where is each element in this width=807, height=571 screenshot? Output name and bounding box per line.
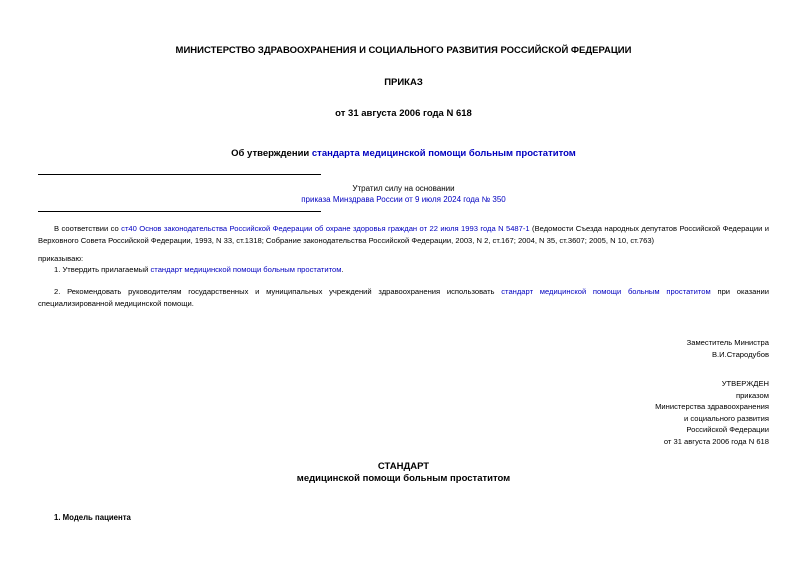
item1-suffix: . (341, 265, 344, 274)
ministry-heading: МИНИСТЕРСТВО ЗДРАВООХРАНЕНИЯ И СОЦИАЛЬНОГО РАЗВИТИЯ РОССИЙСКОЙ ФЕДЕРАЦИИ (175, 45, 632, 56)
p1-law-link[interactable]: ст40 Основ законодательства Российской Федерации об охране здоровья граждан от 22 июля 1993 года N 5487-1 (121, 224, 530, 233)
date-number-heading: от 31 августа 2006 года N 618 (335, 108, 472, 119)
signature-position: Заместитель Министра (686, 338, 769, 347)
notice-link[interactable]: приказа Минздрава России от 9 июля 2024 года № 350 (301, 195, 506, 204)
title-prefix: Об утверждении (231, 148, 312, 159)
approved-block (655, 378, 769, 447)
notice-link-line (0, 195, 807, 205)
approved-line: и социального развития (684, 413, 769, 423)
item-1 (54, 264, 769, 276)
divider-bottom (38, 211, 321, 212)
p1-suffix: (Ведомости Съезда народных депутатов Российской Федерации и Верховного Совета Российской Федерации, 1993, N 33, ст.1318; Собрание законодательства Российской Федерации, 2003, N 2, ст.167; 2004, N 35, ст.3607; 2005, N 10, ст.763) (38, 224, 770, 245)
prikazyvayu-text: приказываю: (38, 254, 84, 263)
approved-line: приказом (735, 390, 769, 400)
document-title (0, 148, 807, 159)
divider-top (38, 174, 321, 175)
approved-line: Министерства здравоохранения (655, 402, 769, 411)
item-2 (38, 286, 769, 309)
standard-title: СТАНДАРТ (377, 461, 430, 472)
p1-prefix: В соответствии со (54, 224, 122, 233)
section-1-heading: 1. Модель пациента (54, 513, 131, 522)
item1-standard-link[interactable]: стандарт медицинской помощи больным простатитом (150, 265, 342, 274)
doc-type-heading: ПРИКАЗ (384, 77, 423, 88)
approved-line: Российской Федерации (686, 425, 769, 434)
standard-subtitle: медицинской помощи больным простатитом (296, 473, 511, 484)
item2-suffix: при оказании специализированной медицинской помощи. (38, 287, 770, 308)
signature-block (687, 337, 769, 360)
approved-line: от 31 августа 2006 года N 618 (663, 436, 769, 446)
title-link[interactable]: стандарта медицинской помощи больным простатитом (311, 148, 576, 159)
paragraph-preamble (38, 223, 769, 246)
approved-line: УТВЕРЖДЕН (721, 379, 769, 388)
item1-prefix: 1. Утвердить прилагаемый (54, 265, 151, 274)
item2-prefix: 2. Рекомендовать руководителям государственных и муниципальных учреждений здравоохранения использовать (54, 287, 502, 296)
signature-name: В.И.Стародубов (711, 349, 769, 359)
notice-line: Утратил силу на основании (352, 184, 455, 193)
item2-standard-link[interactable]: стандарт медицинской помощи больным простатитом (501, 287, 711, 296)
